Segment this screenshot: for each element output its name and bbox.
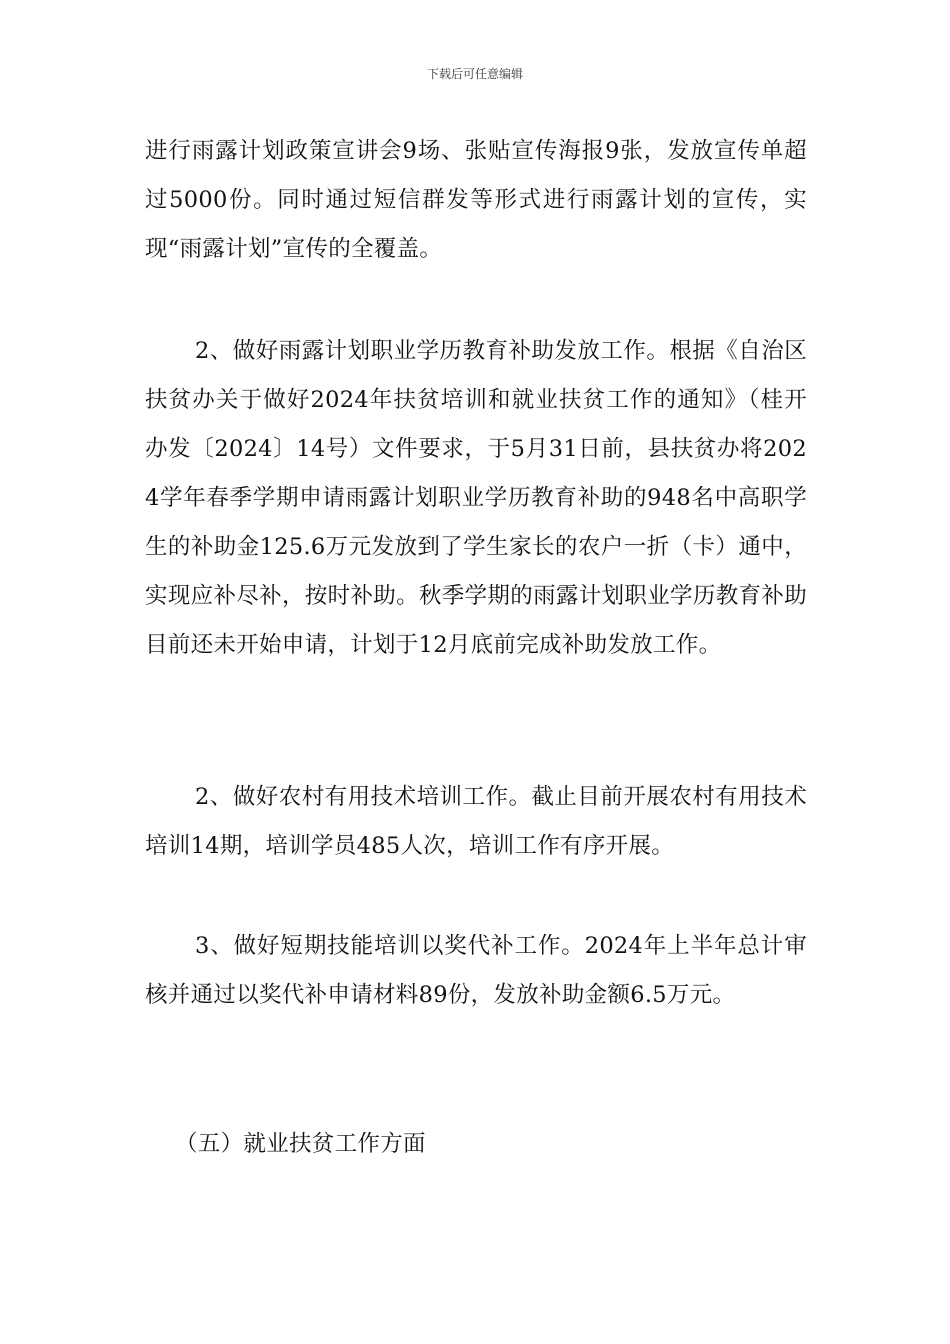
paragraph-rural-skills-training bbox=[145, 773, 807, 871]
paragraph-text: 2、做好雨露计划职业学历教育补助发放工作。根据《自治区扶贫办关于做好2024年扶贫培训和就业扶贫工作的通知》（桂开办发〔2024〕14号）文件要求，于5月31日前，县扶贫办将2024学年春季学期申请雨露计划职业学历教育补助的948名中高职学生的补助金125.6万元发放到了学生家长的农户一折（卡）通中，实现应补尽补，按时补助。秋季学期的雨露计划职业学历教育补助目前还未开始申请，计划于12月底前完成补助发放工作。 bbox=[145, 338, 807, 658]
paragraph-text: 进行雨露计划政策宣讲会9场、张贴宣传海报9张，发放宣传单超过5000份。同时通过短信群发等形式进行雨露计划的宣传，实现“雨露计划”宣传的全覆盖。 bbox=[145, 138, 807, 262]
section-heading-text: （五）就业扶贫工作方面 bbox=[175, 1131, 426, 1157]
section-heading-employment bbox=[145, 1120, 807, 1169]
paragraph-publicity-coverage bbox=[145, 127, 807, 274]
paragraph-short-term-training bbox=[145, 922, 807, 1020]
paragraph-education-subsidy bbox=[145, 327, 807, 670]
paragraph-text: 2、做好农村有用技术培训工作。截止目前开展农村有用技术培训14期，培训学员485人次，培训工作有序开展。 bbox=[145, 784, 807, 859]
paragraph-text: 3、做好短期技能培训以奖代补工作。2024年上半年总计审核并通过以奖代补申请材料89份，发放补助金额6.5万元。 bbox=[145, 933, 807, 1008]
header-note: 下载后可任意编辑 bbox=[426, 67, 523, 81]
